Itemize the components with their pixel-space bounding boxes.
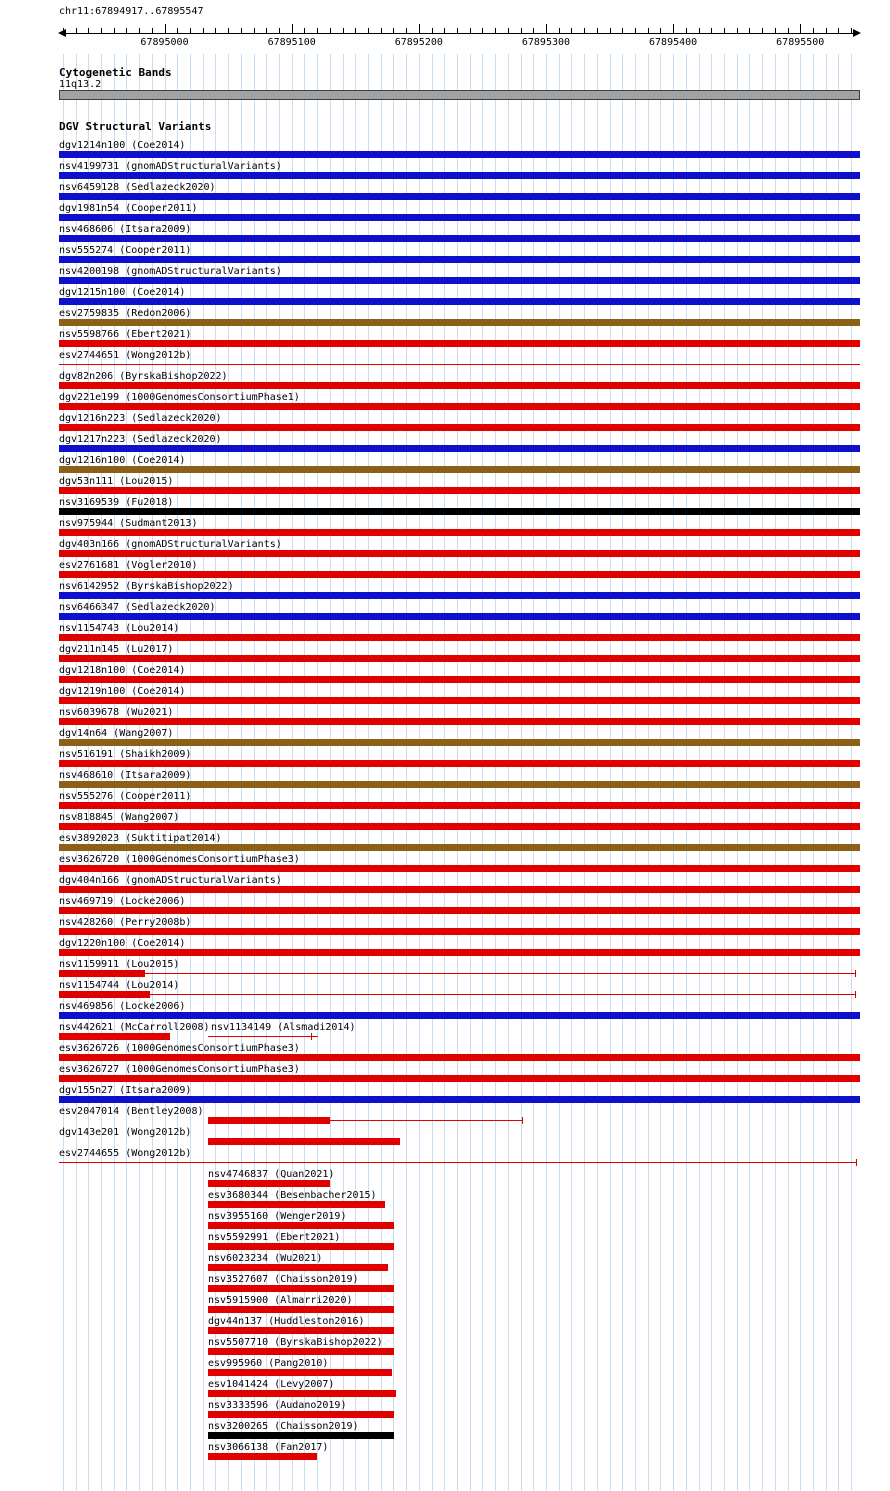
gridline [368,54,369,1491]
gridline [559,54,560,1491]
variant-label[interactable]: nsv6142952 (ByrskaBishop2022) [59,581,234,592]
gridline [635,54,636,1491]
variant-label[interactable]: nsv469719 (Locke2006) [59,896,186,907]
variant-label[interactable]: esv2761681 (Vogler2010) [59,560,198,571]
gridline [521,54,522,1491]
variant-end-tick[interactable] [856,1159,857,1166]
variant-label[interactable]: nsv4746837 (Quan2021) [208,1169,335,1180]
gridline [597,54,598,1491]
variant-bar[interactable] [59,445,860,452]
ruler-tick [749,28,750,33]
variant-bar[interactable] [208,1117,330,1124]
ruler-tick [597,28,598,33]
gridline [495,54,496,1491]
gridline [457,54,458,1491]
variant-label[interactable]: nsv5915900 (Almarri2020) [208,1295,353,1306]
variant-label[interactable]: esv3680344 (Besenbacher2015) [208,1190,377,1201]
gridline [381,54,382,1491]
gridline [393,54,394,1491]
variant-label[interactable]: dgv143e201 (Wong2012b) [59,1127,192,1138]
variant-label[interactable]: nsv1134149 (Alsmadi2014) [211,1022,356,1033]
variant-label[interactable]: nsv3333596 (Audano2019) [208,1400,347,1411]
gridline [444,54,445,1491]
variant-bar[interactable] [59,613,860,620]
variant-label[interactable]: nsv1154744 (Lou2014) [59,980,180,991]
variant-label[interactable]: esv1041424 (Levy2007) [208,1379,335,1390]
variant-bar[interactable] [59,970,145,977]
ruler-tick [76,28,77,33]
variant-bar[interactable] [59,508,860,515]
gridline [749,54,750,1491]
cytogenetic-band-bar[interactable] [59,90,860,100]
variant-label[interactable]: esv3626720 (1000GenomesConsortiumPhase3) [59,854,300,865]
variant-label[interactable]: esv995960 (Pang2010) [208,1358,329,1369]
variant-bar[interactable] [208,1369,392,1376]
ruler-tick [622,28,623,33]
variant-label[interactable]: dgv1216n223 (Sedlazeck2020) [59,413,222,424]
variant-bar[interactable] [59,319,860,326]
ruler-tick [762,28,763,33]
ruler-coordinate-label: 67895200 [394,37,443,48]
variant-bar[interactable] [59,277,860,284]
ruler-tick [254,28,255,33]
gridline [788,54,789,1491]
variant-label[interactable]: nsv442621 (McCarroll2008) [59,1022,210,1033]
variant-bar[interactable] [59,991,150,998]
variant-bar[interactable] [59,1012,860,1019]
variant-label[interactable]: nsv468610 (Itsara2009) [59,770,192,781]
ruler-tick [393,28,394,33]
gridline [584,54,585,1491]
variant-bar[interactable] [59,235,860,242]
variant-label[interactable]: esv2744651 (Wong2012b) [59,350,192,361]
variant-bar[interactable] [59,550,860,557]
ruler-tick [228,28,229,33]
ruler-tick [635,28,636,33]
variant-label[interactable]: nsv5507710 (ByrskaBishop2022) [208,1337,383,1348]
ruler-tick [711,28,712,33]
ruler-tick [101,28,102,33]
variant-label[interactable]: nsv6023234 (Wu2021) [208,1253,323,1264]
gridline [711,54,712,1491]
ruler-tick [584,28,585,33]
variant-bar[interactable] [59,214,860,221]
gridline [800,54,801,1491]
variant-bar[interactable] [59,865,860,872]
variant-bar[interactable] [59,928,860,935]
variant-label[interactable]: nsv4200198 (gnomADStructuralVariants) [59,266,282,277]
variant-label[interactable]: dgv44n137 (Huddleston2016) [208,1316,365,1327]
gridline [737,54,738,1491]
variant-range-line[interactable] [59,364,860,365]
variant-bar[interactable] [59,676,860,683]
ruler-tick [203,28,204,33]
variant-end-tick[interactable] [311,1033,312,1040]
variant-label[interactable]: esv2744655 (Wong2012b) [59,1148,192,1159]
ruler-coordinate-label: 67895500 [776,37,825,48]
variant-label[interactable]: nsv3200265 (Chaisson2019) [208,1421,359,1432]
variant-bar[interactable] [59,466,860,473]
variant-bar[interactable] [59,844,860,851]
ruler-tick [559,28,560,33]
variant-label[interactable]: nsv975944 (Sudmant2013) [59,518,198,529]
variant-range-line[interactable] [330,1120,523,1121]
gridline [648,54,649,1491]
variant-bar[interactable] [59,760,860,767]
ruler-coordinate-label: 67895000 [140,37,189,48]
variant-bar[interactable] [59,781,860,788]
variant-label[interactable]: nsv3066138 (Fan2017) [208,1442,329,1453]
variant-label[interactable]: dgv1220n100 (Coe2014) [59,938,186,949]
variant-bar[interactable] [59,382,860,389]
variant-bar[interactable] [59,1075,860,1082]
ruler-tick [660,28,661,33]
variant-bar[interactable] [208,1432,394,1439]
variant-range-line[interactable] [59,1162,857,1163]
variant-bar[interactable] [208,1306,394,1313]
variant-label[interactable]: dgv1215n100 (Coe2014) [59,287,186,298]
ruler-tick [648,28,649,33]
variant-bar[interactable] [59,529,860,536]
ruler-tick [495,28,496,33]
variant-bar[interactable] [208,1201,385,1208]
ruler-tick [266,28,267,33]
ruler-tick [152,28,153,33]
variant-bar[interactable] [59,193,860,200]
ruler-tick [546,24,547,33]
cytogenetic-section-title: Cytogenetic Bands [59,66,172,79]
variant-bar[interactable] [59,340,860,347]
ruler-tick [241,28,242,33]
variant-label[interactable]: esv3892023 (Suktitipat2014) [59,833,222,844]
ruler-tick [279,28,280,33]
variant-label[interactable]: dgv53n111 (Lou2015) [59,476,174,487]
ruler-tick [775,28,776,33]
variant-label[interactable]: nsv1154743 (Lou2014) [59,623,180,634]
variant-label[interactable]: nsv428260 (Perry2008b) [59,917,192,928]
variant-label[interactable]: dgv211n145 (Lu2017) [59,644,174,655]
variant-label[interactable]: nsv469856 (Locke2006) [59,1001,186,1012]
gridline [622,54,623,1491]
variant-bar[interactable] [59,907,860,914]
gridline [508,54,509,1491]
ruler-coordinate-label: 67895300 [521,37,571,48]
ruler-tick [724,28,725,33]
gridline [699,54,700,1491]
variant-bar[interactable] [208,1285,394,1292]
variant-bar[interactable] [59,655,860,662]
variant-bar[interactable] [59,1054,860,1061]
gridline [571,54,572,1491]
gridline [838,54,839,1491]
variant-bar[interactable] [208,1411,394,1418]
gridline [813,54,814,1491]
variant-bar[interactable] [208,1222,394,1229]
variant-label[interactable]: dgv82n206 (ByrskaBishop2022) [59,371,228,382]
variant-bar[interactable] [59,886,860,893]
variant-range-line[interactable] [208,1036,318,1037]
ruler-tick [304,28,305,33]
ruler-tick [826,28,827,33]
variant-bar[interactable] [208,1348,394,1355]
ruler-tick [292,24,293,33]
variant-bar[interactable] [208,1243,394,1250]
variant-range-line[interactable] [150,994,856,995]
variant-bar[interactable] [59,151,860,158]
variant-bar[interactable] [59,424,860,431]
variant-label[interactable]: nsv555274 (Cooper2011) [59,245,192,256]
ruler-tick [126,28,127,33]
variant-label[interactable]: nsv468606 (Itsara2009) [59,224,192,235]
ruler-tick [482,28,483,33]
ruler-tick [88,28,89,33]
ruler-tick [215,28,216,33]
variant-bar[interactable] [59,571,860,578]
cytogenetic-band-label: 11q13.2 [59,79,102,90]
variant-label[interactable]: nsv5598766 (Ebert2021) [59,329,192,340]
ruler-tick [699,28,700,33]
gridline [610,54,611,1491]
variant-bar[interactable] [59,949,860,956]
ruler-tick [406,28,407,33]
variant-label[interactable]: nsv555276 (Cooper2011) [59,791,192,802]
variant-label[interactable]: nsv6466347 (Sedlazeck2020) [59,602,216,613]
ruler-tick [190,28,191,33]
variant-label[interactable]: dgv1981n54 (Cooper2011) [59,203,198,214]
gridline [826,54,827,1491]
variant-bar[interactable] [59,823,860,830]
ruler-tick [381,28,382,33]
ruler-tick [114,28,115,33]
variant-label[interactable]: dgv1216n100 (Coe2014) [59,455,186,466]
variant-label[interactable]: nsv6459128 (Sedlazeck2020) [59,182,216,193]
variant-bar[interactable] [208,1327,394,1334]
ruler-tick [355,28,356,33]
ruler-tick [673,24,674,33]
variant-label[interactable]: esv3626726 (1000GenomesConsortiumPhase3) [59,1043,300,1054]
ruler-tick [788,28,789,33]
variant-bar[interactable] [59,172,860,179]
ruler-right-arrow-icon [853,29,861,37]
ruler-tick [800,24,801,33]
variant-label[interactable]: nsv4199731 (gnomADStructuralVariants) [59,161,282,172]
gridline [533,54,534,1491]
variant-label[interactable]: nsv5592991 (Ebert2021) [208,1232,341,1243]
variant-label[interactable]: dgv1219n100 (Coe2014) [59,686,186,697]
ruler-tick [139,28,140,33]
variant-label[interactable]: nsv3955160 (Wenger2019) [208,1211,347,1222]
ruler-tick [508,28,509,33]
ruler-tick [63,28,64,33]
variant-bar[interactable] [208,1264,388,1271]
variant-label[interactable]: dgv221e199 (1000GenomesConsortiumPhase1) [59,392,300,403]
variant-label[interactable]: dgv1218n100 (Coe2014) [59,665,186,676]
dgv-track-title: DGV Structural Variants [59,120,212,133]
variant-bar[interactable] [59,298,860,305]
variant-label[interactable]: esv2759835 (Redon2006) [59,308,192,319]
ruler-tick [368,28,369,33]
variant-bar[interactable] [59,718,860,725]
ruler-tick [317,28,318,33]
variant-label[interactable]: dgv14n64 (Wang2007) [59,728,174,739]
ruler-tick [533,28,534,33]
variant-end-tick[interactable] [522,1117,523,1124]
ruler-tick [343,28,344,33]
variant-bar[interactable] [59,739,860,746]
variant-bar[interactable] [59,802,860,809]
variant-bar[interactable] [59,1033,170,1040]
variant-end-tick[interactable] [855,991,856,998]
ruler-coordinate-label: 67895400 [649,37,698,48]
ruler-tick [521,28,522,33]
variant-label[interactable]: dgv1214n100 (Coe2014) [59,140,186,151]
gridline [673,54,674,1491]
variant-label[interactable]: dgv155n27 (Itsara2009) [59,1085,192,1096]
ruler-line [65,33,854,34]
ruler-tick [470,28,471,33]
variant-bar[interactable] [59,697,860,704]
gridline [851,54,852,1491]
ruler-tick [432,28,433,33]
variant-bar[interactable] [59,634,860,641]
ruler-tick [165,24,166,33]
gridline [775,54,776,1491]
ruler-tick [686,28,687,33]
ruler-tick [838,28,839,33]
ruler-tick [457,28,458,33]
variant-bar[interactable] [59,256,860,263]
variant-bar[interactable] [59,592,860,599]
variant-bar[interactable] [208,1180,330,1187]
gridline [419,54,420,1491]
gridline [482,54,483,1491]
variant-label[interactable]: nsv3169539 (Fu2018) [59,497,174,508]
ruler-tick [737,28,738,33]
variant-label[interactable]: nsv3527607 (Chaisson2019) [208,1274,359,1285]
variant-bar[interactable] [59,1096,860,1103]
variant-label[interactable]: nsv1159911 (Lou2015) [59,959,180,970]
gridline [762,54,763,1491]
variant-label[interactable]: dgv1217n223 (Sedlazeck2020) [59,434,222,445]
variant-label[interactable]: esv2047014 (Bentley2008) [59,1106,204,1117]
variant-label[interactable]: dgv403n166 (gnomADStructuralVariants) [59,539,282,550]
variant-bar[interactable] [208,1138,400,1145]
variant-bar[interactable] [208,1453,317,1460]
ruler-tick [813,28,814,33]
gridline [470,54,471,1491]
variant-bar[interactable] [59,487,860,494]
gridline [432,54,433,1491]
variant-bar[interactable] [208,1390,396,1397]
gridline [660,54,661,1491]
region-title: chr11:67894917..67895547 [59,6,204,17]
variant-bar[interactable] [59,403,860,410]
variant-label[interactable]: esv3626727 (1000GenomesConsortiumPhase3) [59,1064,300,1075]
variant-label[interactable]: nsv516191 (Shaikh2009) [59,749,192,760]
variant-label[interactable]: dgv404n166 (gnomADStructuralVariants) [59,875,282,886]
ruler-coordinate-label: 67895100 [267,37,316,48]
variant-label[interactable]: nsv818845 (Wang2007) [59,812,180,823]
gridline [686,54,687,1491]
ruler-tick [177,28,178,33]
ruler-tick [330,28,331,33]
variant-label[interactable]: nsv6039678 (Wu2021) [59,707,174,718]
variant-end-tick[interactable] [855,970,856,977]
ruler-tick [444,28,445,33]
gridline [546,54,547,1491]
ruler-tick [419,24,420,33]
variant-range-line[interactable] [145,973,856,974]
ruler-tick [851,28,852,33]
gridline [406,54,407,1491]
gridline [724,54,725,1491]
ruler-tick [610,28,611,33]
ruler-tick [571,28,572,33]
